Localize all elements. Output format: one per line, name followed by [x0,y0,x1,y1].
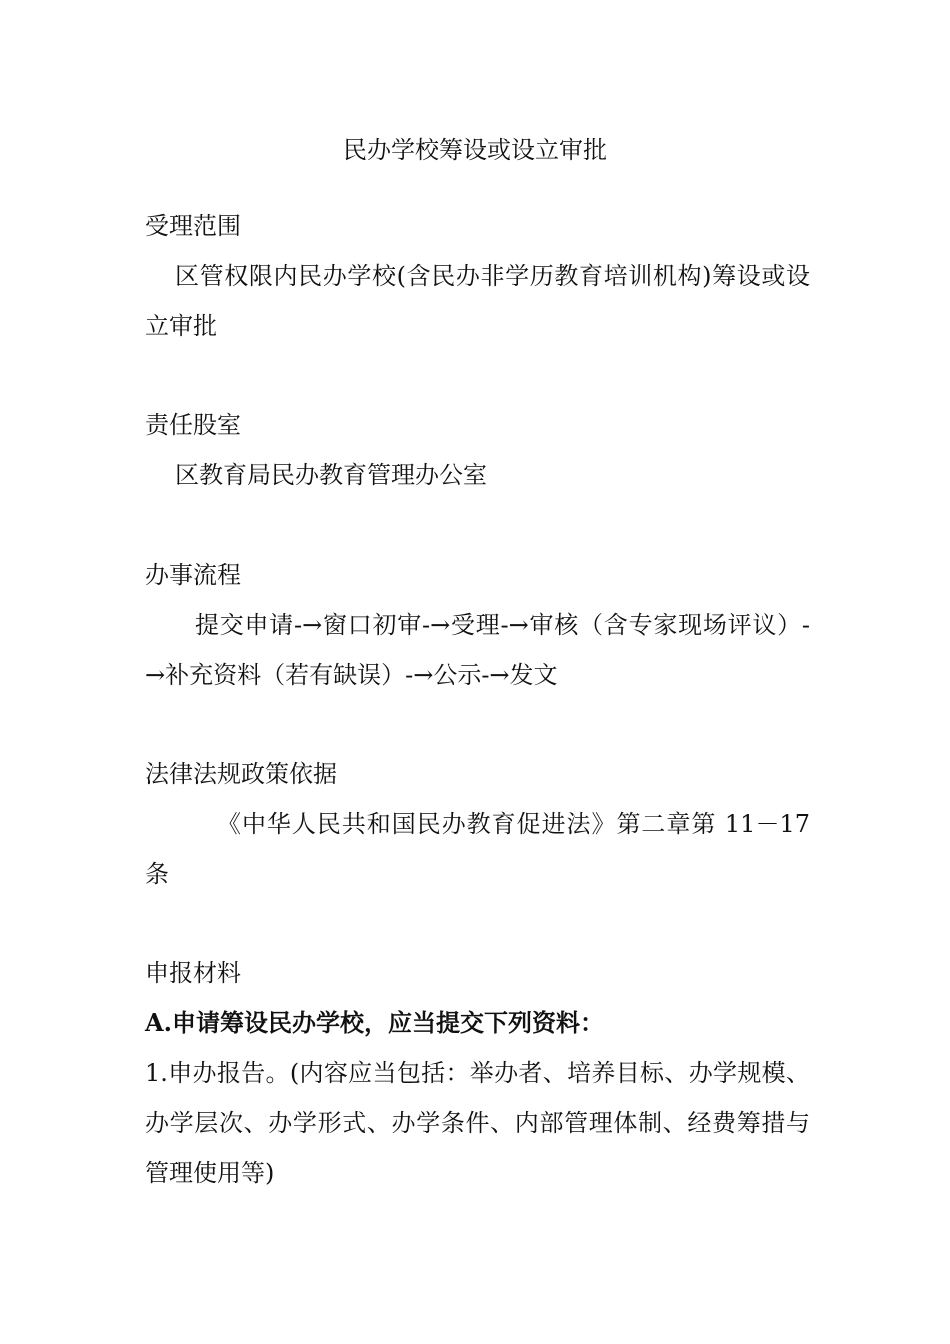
section-body-department: 区教育局民办教育管理办公室 [175,461,487,489]
section-body-process: 提交申请-→窗口初审-→受理-→审核（含专家现场评议）-→补充资料（若有缺误）-→公示-→发文 [145,611,810,689]
section-body-scope: 区管权限内民办学校(含民办非学历教育培训机构)筹设或设立审批 [145,262,810,340]
section-body-legal-basis: 《中华人民共和国民办教育促进法》第二章第 11－17 条 [145,810,810,888]
section-heading-process: 办事流程 [145,561,241,589]
document-title: 民办学校筹设或设立审批 [343,136,607,164]
section-heading-department: 责任股室 [145,411,241,439]
section-heading-materials: 申报材料 [145,959,241,987]
materials-subheading: A.申请筹设民办学校，应当提交下列资料： [145,1008,604,1037]
section-heading-scope: 受理范围 [145,212,241,240]
materials-item: 1.申办报告。(内容应当包括：举办者、培养目标、办学规模、办学层次、办学形式、办学条件、内部管理体制、经费筹措与管理使用等) [145,1059,810,1187]
section-heading-legal-basis: 法律法规政策依据 [145,760,337,788]
